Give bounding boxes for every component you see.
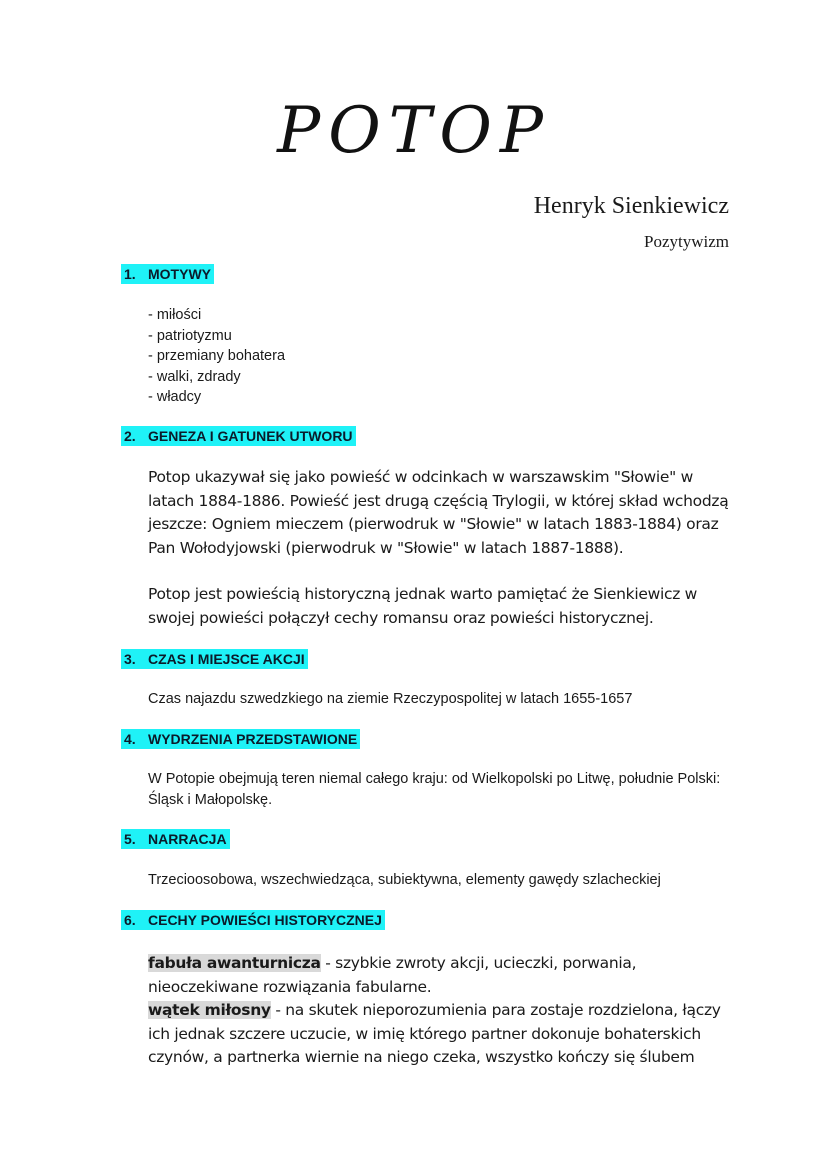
- events-block: [148, 769, 738, 810]
- list-item: - patriotyzmu: [148, 327, 232, 344]
- feature-term: wątek miłosny: [148, 1001, 271, 1019]
- author-name: Henryk Sienkiewicz: [533, 193, 729, 219]
- section-heading-motifs: [121, 264, 214, 284]
- feature-term: fabuła awanturnicza: [148, 954, 321, 972]
- section-number: 6.: [124, 912, 136, 928]
- section-title: GENEZA I GATUNEK UTWORU: [148, 428, 353, 444]
- section-heading-events: [121, 729, 360, 749]
- feature-item: [148, 999, 728, 1070]
- paragraph: Trzecioosobowa, wszechwiedząca, subiektywna, elementy gawędy szlacheckiej: [148, 872, 661, 888]
- motifs-list: [148, 305, 738, 408]
- section-number: 5.: [124, 831, 136, 847]
- section-title: MOTYWY: [148, 266, 211, 282]
- genesis-block: [148, 466, 738, 630]
- section-number: 2.: [124, 428, 136, 444]
- time-place-block: [148, 689, 738, 710]
- section-number: 4.: [124, 731, 136, 747]
- section-title: NARRACJA: [148, 831, 227, 847]
- paragraph: Czas najazdu szwedzkiego na ziemie Rzeczypospolitej w latach 1655-1657: [148, 691, 633, 707]
- document-title: POTOP: [277, 94, 551, 168]
- section-title: WYDRZENIA PRZEDSTAWIONE: [148, 731, 358, 747]
- feature-description: - na skutek nieporozumienia para zostaje rozdzielona, łączy ich jednak szczere uczucie, w imię którego partner dokonuje bohaterskich czynów, a partnerka wiernie na niego czeka, wszystko kończy się ślubem: [148, 1001, 721, 1066]
- section-heading-narration: [121, 829, 230, 849]
- list-item: - walki, zdrady: [148, 368, 241, 385]
- paragraph: Potop ukazywał się jako powieść w odcinkach w warszawskim "Słowie" w latach 1884-1886. Powieść jest drugą częścią Trylogii, w której skład wchodzą jeszcze: Ogniem mieczem (pierwodruk w "Słowie" w latach 1883-1884) oraz Pan Wołodyjowski (pierwodruk w "Słowie" w latach 1887-1888).: [148, 468, 729, 557]
- list-item: - władcy: [148, 389, 202, 405]
- section-number: 1.: [124, 266, 136, 282]
- section-number: 3.: [124, 651, 136, 667]
- section-title: CZAS I MIEJSCE AKCJI: [148, 651, 305, 667]
- narration-block: [148, 870, 738, 891]
- list-item: - przemiany bohatera: [148, 348, 286, 364]
- paragraph: W Potopie obejmują teren niemal całego kraju: od Wielkopolski po Litwę, południe Polski: Śląsk i Małopolskę.: [148, 771, 721, 808]
- historical-features-block: [148, 952, 728, 1070]
- section-heading-genesis: [121, 426, 356, 446]
- section-heading-time-place: [121, 649, 308, 669]
- motifs-block: [148, 305, 738, 408]
- list-item: - miłości: [148, 307, 202, 323]
- section-heading-historical-features: [121, 910, 385, 930]
- section-title: CECHY POWIEŚCI HISTORYCZNEJ: [148, 912, 382, 928]
- feature-description: - szybkie zwroty akcji, ucieczki, porwania, nieoczekiwane rozwiązania fabularne.: [148, 954, 637, 996]
- feature-item: [148, 952, 728, 999]
- literary-era: Pozytywizm: [644, 232, 729, 251]
- paragraph: Potop jest powieścią historyczną jednak warto pamiętać że Sienkiewicz w swojej powieści połączył cechy romansu oraz powieści historycznej.: [148, 585, 698, 627]
